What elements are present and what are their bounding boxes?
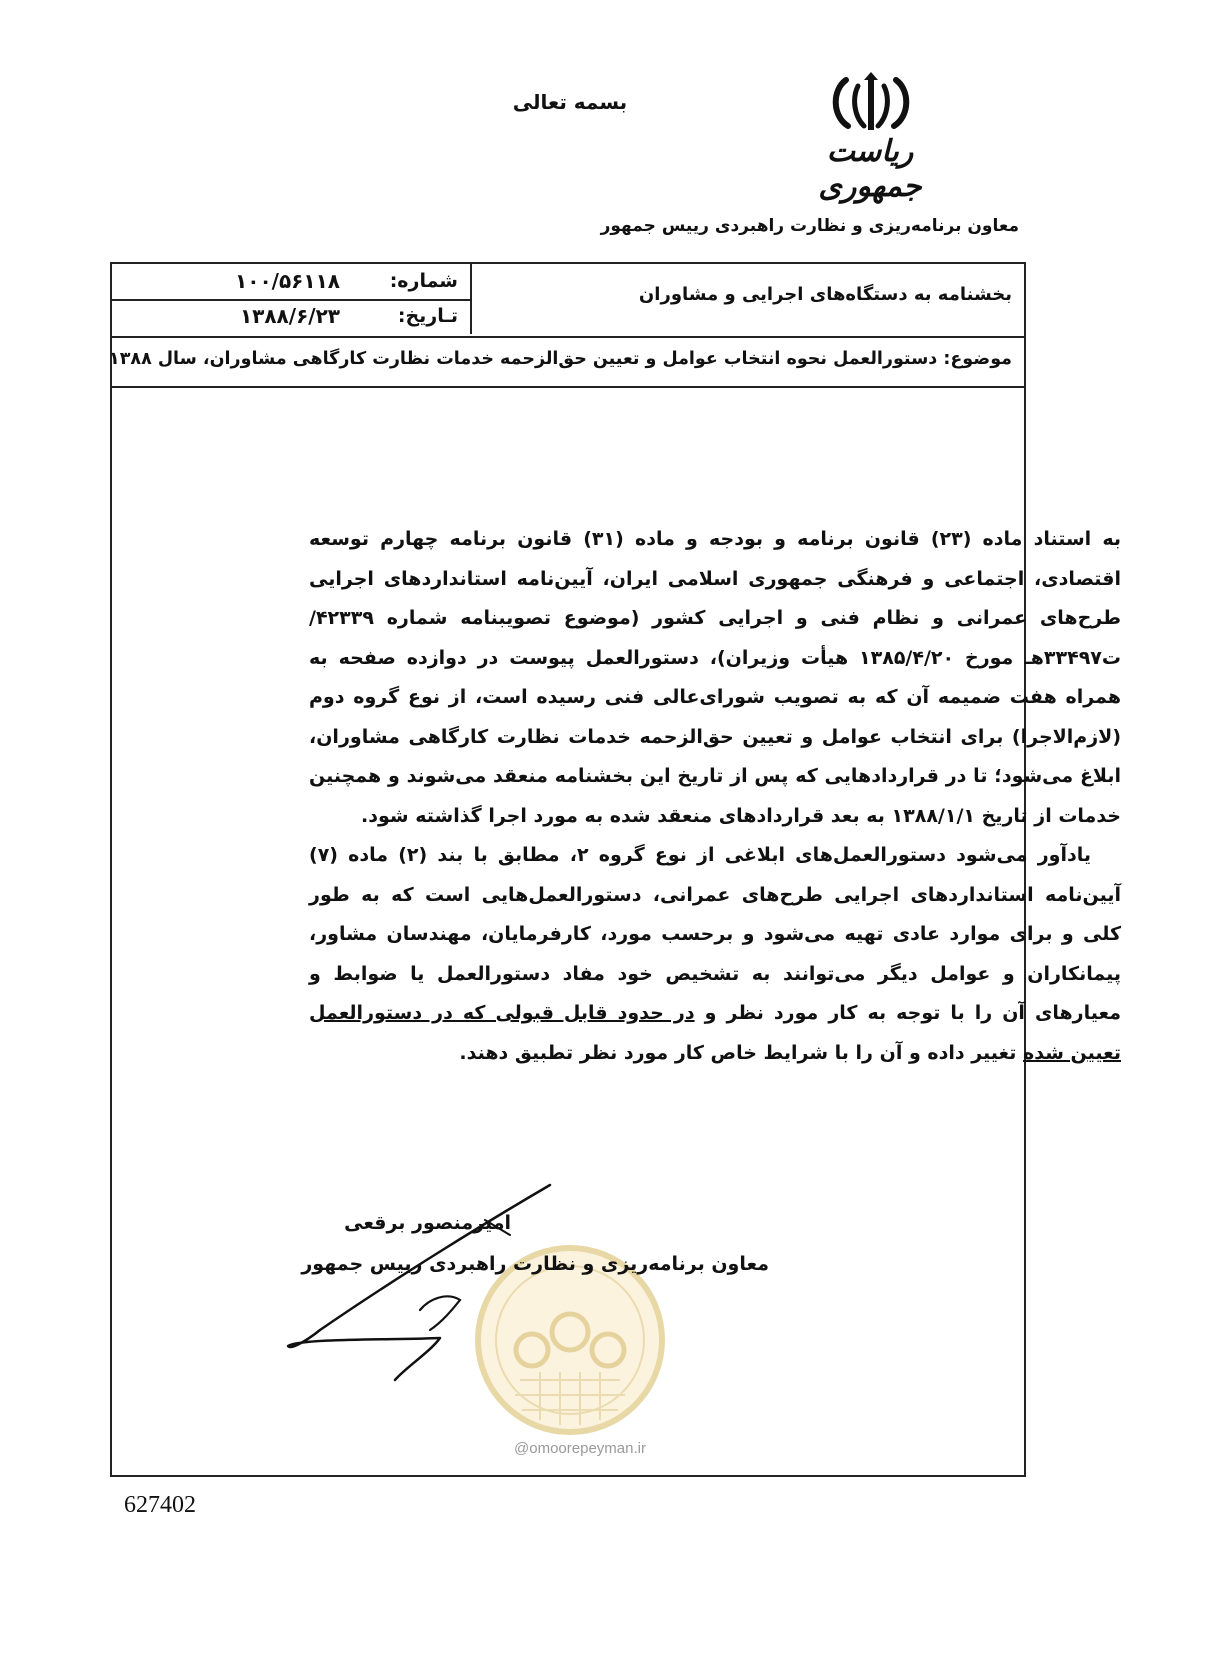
body-paragraph-1: به استناد ماده (۲۳) قانون برنامه و بودجه و ماده (۳۱) قانون برنامه چهارم توسعه اقتصادی، اجتماعی و فرهنگی جمهوری اسلامی ایران، آیین‌نامه استانداردهای اجرایی طرح‌های عمرانی و نظام فنی و اجرایی کشور (موضوع تصویبنامه شماره ۴۲۳۳۹/ت۳۳۴۹۷هـ مورخ ۱۳۸۵/۴/۲۰ هیأت وزیران)، دستورالعمل پیوست در دوازده صفحه به همراه هفت ضمیمه آن که به تصویب شورای‌عالی فنی رسیده است، از نوع گروه دوم (لازم‌الاجرا) برای انتخاب عوامل و تعیین حق‌الزحمه خدمات نظارت کارگاهی مشاوران، ابلاغ می‌شود؛ تا در قراردادهایی که پس از تاریخ این بخشنامه منعقد می‌شوند و همچنین خدمات از تاریخ ۱۳۸۸/۱/۱ به بعد قراردادهای منعقد شده به مورد اجرا گذاشته شود. xyxy=(309,528,1122,827)
recipient-line: بخشنامه به دستگاه‌های اجرایی و مشاوران xyxy=(638,284,1012,305)
document-number: 627402 xyxy=(124,1492,196,1518)
date-label: تـاریخ: xyxy=(397,305,458,327)
handwritten-signature-icon xyxy=(280,1180,560,1390)
paragraph-2-start: یادآور می‌شود دستورالعمل‌های ابلاغی از نوع گروه ۲، مطابق با بند (۲) ماده (۷) آیین‌نامه استانداردهای اجرایی طرح‌های عمرانی، دستورالعمل‌هایی است که به طور کلی و برای موارد عادی تهیه می‌شود و برحسب مورد، کارفرمایان، مهندسان مشاور، پیمانکاران و عوامل دیگر می‌توانند به تشخیص خود مفاد دستورالعمل یا ضوابط و معیارهای آن را با توجه به کار مورد نظر و xyxy=(309,844,1121,1024)
watermark-site: @omoorepeyman.ir xyxy=(514,1440,646,1457)
letter-header-row xyxy=(112,264,1024,338)
number-row xyxy=(112,264,470,301)
subject-row xyxy=(109,336,1024,388)
reference-box xyxy=(112,264,472,334)
paragraph-2-end: تغییر داده و آن را با شرایط خاص کار مورد نظر تطبیق دهند. xyxy=(459,1041,1024,1064)
body-paragraph-2 xyxy=(309,836,1121,1073)
signer-name: امیرمنصور برقعی xyxy=(344,1212,511,1234)
basmala-heading: بسمه تعالی xyxy=(512,90,628,114)
letter-body xyxy=(309,520,1121,1073)
iran-emblem-icon xyxy=(826,72,916,132)
date-value: ۱۳۸۸/۶/۲۳ xyxy=(239,304,340,328)
number-label: شماره: xyxy=(389,270,458,292)
subject-line: موضوع: دستورالعمل نحوه انتخاب عوامل و تعیین حق‌الزحمه خدمات نظارت کارگاهی مشاوران، سال ۱۳۸۸ xyxy=(109,349,1012,369)
number-value: ۱۰۰/۵۶۱۱۸ xyxy=(235,269,340,293)
date-row xyxy=(112,299,470,334)
presidency-logo-text: ریاست جمهوری xyxy=(818,134,922,204)
signer-title: معاون برنامه‌ریزی و نظارت راهبردی رییس جمهور xyxy=(301,1253,769,1275)
paragraph-2-underlined: در حدود قابل قبولی که در دستورالعمل تعیین شده xyxy=(309,1002,1121,1064)
department-title: معاون برنامه‌ریزی و نظارت راهبردی رییس جمهور xyxy=(600,216,1019,236)
